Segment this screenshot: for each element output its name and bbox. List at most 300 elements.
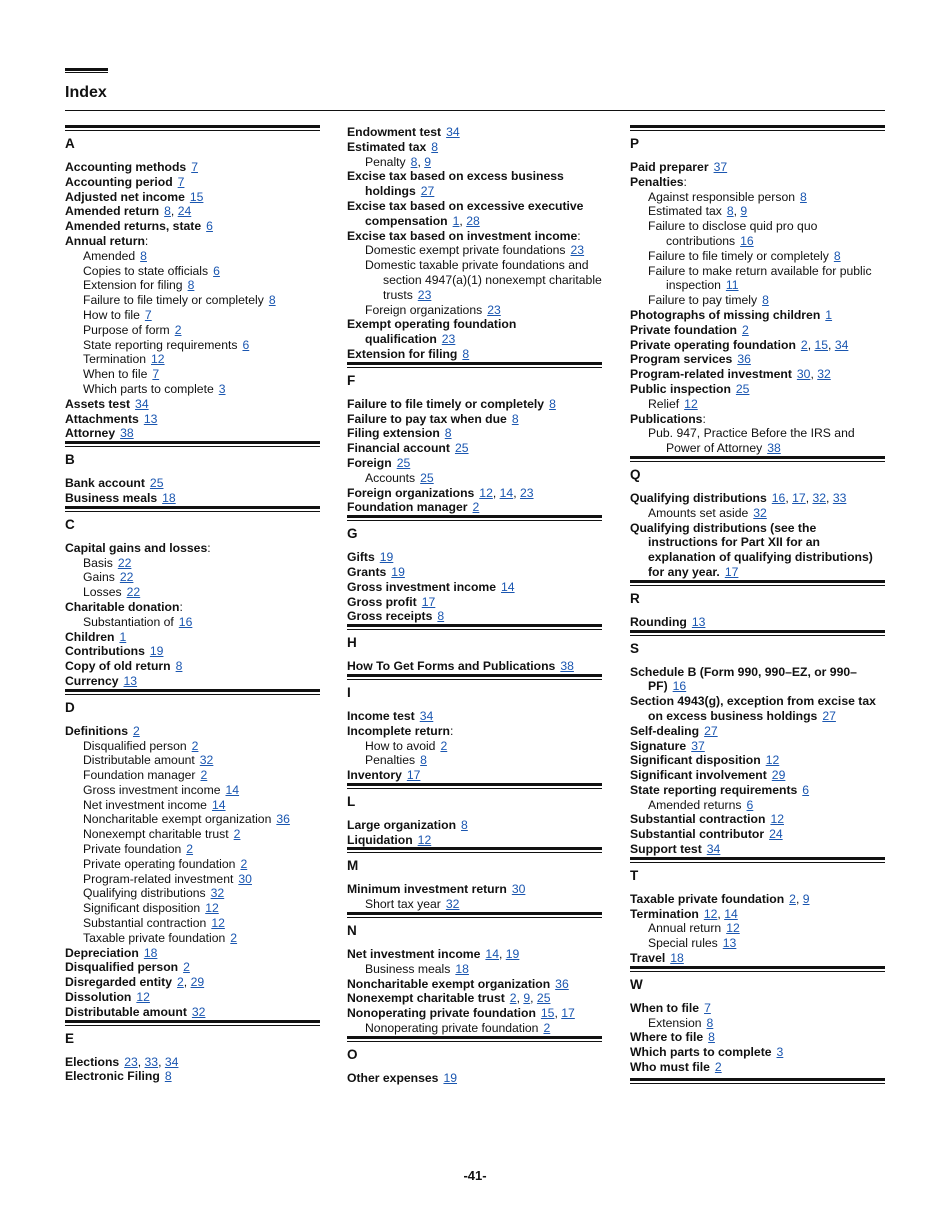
page-reference-link[interactable]: 32 xyxy=(445,897,460,912)
page-reference-link[interactable]: 14 xyxy=(724,906,738,921)
page-reference-link[interactable]: 3 xyxy=(776,1045,784,1060)
entry-term: Distributable amount xyxy=(65,1004,187,1019)
index-subentry xyxy=(630,264,885,294)
entry-term: Travel xyxy=(630,951,666,966)
page-reference-link[interactable]: 7 xyxy=(191,160,198,174)
index-subentry xyxy=(65,585,320,600)
entry-term: Private operating foundation xyxy=(630,337,796,352)
page-reference-link[interactable]: 7 xyxy=(704,1000,711,1015)
page-reference-link[interactable]: 30 xyxy=(796,367,811,382)
page-reference-link[interactable]: 34 xyxy=(706,842,721,857)
page-reference-link[interactable]: 32 xyxy=(812,490,827,505)
entry-term: Photographs of missing children xyxy=(630,307,821,322)
page-reference-link[interactable]: 17 xyxy=(724,564,739,579)
index-entry xyxy=(65,491,320,506)
page-reference-link[interactable]: 8 xyxy=(800,189,807,204)
page-reference-link[interactable]: 13 xyxy=(143,411,158,426)
page-reference-link[interactable]: 30 xyxy=(511,882,526,897)
index-entry xyxy=(65,160,320,175)
page-reference-link[interactable]: 9 xyxy=(802,891,810,906)
title-divider xyxy=(65,110,885,111)
index-section xyxy=(65,689,320,1020)
entry-term: Annual return xyxy=(65,233,145,248)
index-subentry xyxy=(65,901,320,916)
index-entry: Disregarded entity 2, 29 xyxy=(65,975,205,990)
page-reference-link[interactable]: 18 xyxy=(670,951,684,966)
index-entry xyxy=(630,323,885,338)
page-reference-link[interactable]: 12 xyxy=(770,812,784,827)
entry-term: Disqualified person xyxy=(65,960,179,975)
index-entry xyxy=(347,977,602,992)
page-reference-link[interactable]: 27 xyxy=(822,708,836,723)
page-reference-link[interactable]: 15 xyxy=(189,189,204,204)
page-reference-link[interactable]: 18 xyxy=(455,961,469,976)
entry-term: When to file xyxy=(83,367,148,382)
page-reference-link[interactable]: 25 xyxy=(735,381,750,396)
index-subentry: Estimated tax 8, 9 xyxy=(648,204,748,219)
page-reference-link[interactable]: 6 xyxy=(802,782,810,797)
entry-term: Private foundation xyxy=(630,322,737,337)
page-reference-link[interactable]: 19 xyxy=(505,947,520,962)
page-reference-link[interactable]: 32 xyxy=(199,753,214,768)
page-reference-link[interactable]: 3 xyxy=(218,381,226,396)
entry-term: Losses xyxy=(83,585,122,600)
page-reference-link[interactable]: 27 xyxy=(704,723,718,738)
page-reference-link[interactable]: 12 xyxy=(417,832,432,847)
page-reference-link[interactable]: 1 xyxy=(452,213,460,228)
entry-term: Liquidation xyxy=(347,832,413,847)
entry-term: Program services xyxy=(630,352,733,367)
page-reference-link[interactable]: 34 xyxy=(419,708,434,723)
page-reference-link[interactable]: 2 xyxy=(174,322,182,337)
index-entry xyxy=(630,615,885,630)
page-reference-link[interactable]: 14 xyxy=(211,797,226,812)
page-reference-link[interactable]: 38 xyxy=(120,426,134,441)
page-reference-link[interactable]: 14 xyxy=(225,782,240,797)
page-reference-link[interactable]: 25 xyxy=(396,455,411,470)
page-reference-link[interactable]: 1 xyxy=(825,307,833,322)
index-subentry: Penalty 8, 9 xyxy=(365,154,431,169)
entry-term: Extension for filing xyxy=(347,346,458,361)
section-divider xyxy=(347,1036,602,1042)
page-reference-link[interactable]: 14 xyxy=(501,579,515,594)
page-reference-link[interactable]: 33 xyxy=(832,490,847,505)
index-entry: Qualifying distributions 16, 17, 32, 33 xyxy=(630,490,847,505)
page-reference-link[interactable]: 8 xyxy=(420,753,427,768)
page-reference-link[interactable]: 2 xyxy=(132,723,140,738)
page-reference-link[interactable]: 2 xyxy=(714,1060,722,1075)
page-reference-link[interactable]: 27 xyxy=(420,184,435,199)
entry-term: Significant disposition xyxy=(83,901,201,916)
page-reference-link[interactable]: 15 xyxy=(814,337,829,352)
page-reference-link[interactable]: 8 xyxy=(410,154,418,169)
index-subentry xyxy=(65,886,320,901)
entry-term: Minimum investment return xyxy=(347,882,507,897)
index-subentry xyxy=(65,264,320,279)
page-reference-link[interactable]: 8 xyxy=(726,204,734,219)
index-section xyxy=(630,580,885,630)
page-reference-link[interactable]: 13 xyxy=(691,614,706,629)
page-reference-link[interactable]: 23 xyxy=(570,243,585,258)
index-subentry xyxy=(65,812,320,827)
page-reference-link[interactable]: 8 xyxy=(708,1030,715,1045)
page-reference-link[interactable]: 12 xyxy=(765,753,780,768)
entry-term: Qualifying distributions xyxy=(83,886,206,901)
page-reference-link[interactable]: 32 xyxy=(210,886,225,901)
page-reference-link[interactable]: 8 xyxy=(187,278,195,293)
index-entry xyxy=(347,397,602,412)
page-reference-link[interactable]: 25 xyxy=(420,470,434,485)
page-reference-link[interactable]: 12 xyxy=(136,990,150,1005)
index-entry: Program-related investment 30, 32 xyxy=(630,367,831,382)
index-entry xyxy=(630,1030,885,1045)
page-reference-link[interactable]: 17 xyxy=(561,1006,575,1021)
page-reference-link[interactable]: 36 xyxy=(555,976,569,991)
index-entry xyxy=(65,674,320,689)
page-reference-link[interactable]: 8 xyxy=(549,396,556,411)
index-entry: Net investment income 14, 19 xyxy=(347,947,520,962)
page-reference-link[interactable]: 7 xyxy=(152,367,160,382)
entry-term: Rounding xyxy=(630,614,687,629)
entry-term: Which parts to complete xyxy=(83,381,214,396)
page-reference-link[interactable]: 2 xyxy=(440,738,448,753)
page-reference-link[interactable]: 29 xyxy=(771,768,786,783)
entry-term: Termination xyxy=(83,352,146,367)
entry-term: Purpose of form xyxy=(83,322,170,337)
page-reference-link[interactable]: 2 xyxy=(191,738,199,753)
index-entry xyxy=(65,190,320,205)
entry-term: Copies to state officials xyxy=(83,263,209,278)
page-reference-link[interactable]: 23 xyxy=(487,302,501,317)
page-reference-link[interactable]: 12 xyxy=(151,352,165,367)
entry-term: Against responsible person xyxy=(648,189,796,204)
page-reference-link[interactable]: 33 xyxy=(144,1054,159,1069)
page-reference-link[interactable]: 23 xyxy=(519,485,534,500)
entry-term: Program-related investment xyxy=(83,871,234,886)
page-reference-link[interactable]: 8 xyxy=(164,1069,172,1084)
section-divider xyxy=(630,857,885,863)
index-section xyxy=(347,674,602,783)
page-reference-link[interactable]: 30 xyxy=(238,871,252,886)
section-divider xyxy=(347,674,602,680)
entry-term: Penalties xyxy=(365,753,416,768)
index-subentry xyxy=(630,249,885,264)
index-subentry xyxy=(65,570,320,585)
entry-term: Capital gains and losses xyxy=(65,540,208,555)
page-reference-link[interactable]: 12 xyxy=(205,901,219,916)
index-section xyxy=(630,125,885,456)
page-reference-link[interactable]: 16 xyxy=(178,614,193,629)
page-reference-link[interactable]: 34 xyxy=(135,396,149,411)
page-reference-link[interactable]: 36 xyxy=(276,812,290,827)
index-entry xyxy=(65,397,320,412)
index-entry xyxy=(347,426,602,441)
page-reference-link[interactable]: 2 xyxy=(183,960,190,975)
entry-term: Financial account xyxy=(347,441,450,456)
page-reference-link[interactable]: 9 xyxy=(424,154,431,169)
index-entry xyxy=(347,565,602,580)
page-reference-link[interactable]: 13 xyxy=(123,673,138,688)
page-reference-link[interactable]: 8 xyxy=(268,293,276,308)
entry-term: Foreign organizations xyxy=(365,302,483,317)
entry-term: Failure to make return available for public inspection xyxy=(648,263,872,293)
index-subentry xyxy=(65,916,320,931)
index-entry xyxy=(630,739,885,754)
index-subentry xyxy=(65,308,320,323)
page-reference-link[interactable]: 25 xyxy=(454,441,469,456)
page-reference-link[interactable]: 6 xyxy=(206,219,213,234)
page-reference-link[interactable]: 13 xyxy=(722,936,737,951)
index-entry xyxy=(630,160,885,175)
page-reference-link[interactable]: 8 xyxy=(444,426,452,441)
index-subentry xyxy=(65,382,320,397)
page-reference-link[interactable]: 2 xyxy=(800,337,808,352)
page-reference-link[interactable]: 38 xyxy=(767,441,781,456)
index-entry xyxy=(65,990,320,1005)
page-reference-link[interactable]: 38 xyxy=(560,659,574,674)
index-entry xyxy=(65,644,320,659)
index-entry xyxy=(65,960,320,975)
page-reference-link[interactable]: 12 xyxy=(726,921,740,936)
index-entry: Foreign organizations 12, 14, 23 xyxy=(347,485,534,500)
page-reference-link[interactable]: 2 xyxy=(543,1021,551,1036)
section-letter: I xyxy=(347,684,351,700)
page-reference-link[interactable]: 2 xyxy=(240,856,248,871)
index-subentry xyxy=(65,278,320,293)
entry-term: Nonoperating private foundation xyxy=(365,1021,539,1036)
page-reference-link[interactable]: 18 xyxy=(143,945,158,960)
page-reference-link[interactable]: 8 xyxy=(511,411,519,426)
page-reference-link[interactable]: 12 xyxy=(684,396,698,411)
page-reference-link[interactable]: 24 xyxy=(177,204,192,219)
section-letter: E xyxy=(65,1030,75,1046)
index-entry xyxy=(347,169,602,199)
index-subentry xyxy=(630,426,885,456)
page-reference-link[interactable]: 28 xyxy=(466,213,480,228)
entry-term: Failure to pay tax when due xyxy=(347,411,507,426)
page-reference-link[interactable]: 37 xyxy=(691,738,705,753)
page-reference-link[interactable]: 32 xyxy=(817,367,831,382)
page-reference-link[interactable]: 1 xyxy=(119,629,127,644)
page-reference-link[interactable]: 16 xyxy=(771,490,786,505)
entry-term: Publications xyxy=(630,411,703,426)
header-rule-mark xyxy=(65,68,108,73)
index-entry xyxy=(630,827,885,842)
page-reference-link[interactable]: 12 xyxy=(479,485,493,500)
page-reference-link[interactable]: 2 xyxy=(200,768,208,783)
page-reference-link[interactable]: 18 xyxy=(162,490,176,505)
page-reference-link[interactable]: 2 xyxy=(472,500,480,515)
page-reference-link[interactable]: 2 xyxy=(789,891,796,906)
index-entry xyxy=(347,580,602,595)
page-reference-link[interactable]: 2 xyxy=(177,975,184,990)
page-reference-link[interactable]: 9 xyxy=(523,991,531,1006)
index-entry xyxy=(630,783,885,798)
page-reference-link[interactable]: 14 xyxy=(499,485,514,500)
page-reference-link[interactable]: 29 xyxy=(190,975,205,990)
page-reference-link[interactable]: 9 xyxy=(740,204,748,219)
page-reference-link[interactable]: 8 xyxy=(762,293,769,308)
page-reference-link[interactable]: 15 xyxy=(540,1006,555,1021)
index-entry: Nonexempt charitable trust 2, 9, 25 xyxy=(347,991,551,1006)
index-subentry xyxy=(347,258,602,302)
index-section xyxy=(65,506,320,689)
page-reference-link[interactable]: 6 xyxy=(746,797,754,812)
page-reference-link[interactable]: 6 xyxy=(242,337,250,352)
section-letter: H xyxy=(347,635,357,651)
index-subentry xyxy=(630,397,885,412)
entry-term: Taxable private foundation xyxy=(83,930,226,945)
page-reference-link[interactable]: 7 xyxy=(177,174,185,189)
entry-term: Schedule B (Form 990, 990–EZ, or 990–PF) xyxy=(630,664,857,694)
entry-term: How to file xyxy=(83,307,140,322)
page-reference-link[interactable]: 36 xyxy=(737,352,751,367)
entry-term: Relief xyxy=(648,396,680,411)
index-entry xyxy=(347,317,602,347)
page-reference-link[interactable]: 2 xyxy=(230,930,238,945)
entry-term: Program-related investment xyxy=(630,367,792,382)
index-column-2 xyxy=(347,125,602,1086)
entry-term: Qualifying distributions (see the instructions for Part XII for an explanation of qualifying distributions) for any year. xyxy=(630,520,873,579)
entry-term: Large organization xyxy=(347,817,457,832)
index-section xyxy=(630,857,885,966)
index-entry: Publications: xyxy=(630,411,706,426)
entry-term: Estimated tax xyxy=(648,204,722,219)
entry-term: Failure to file timely or completely xyxy=(83,293,264,308)
page-reference-link[interactable]: 8 xyxy=(164,204,171,219)
page-reference-link[interactable]: 12 xyxy=(211,916,225,931)
index-entry xyxy=(65,175,320,190)
section-divider xyxy=(65,125,320,131)
section-divider xyxy=(65,441,320,447)
index-entry xyxy=(65,426,320,441)
section-letter: O xyxy=(347,1046,358,1062)
page-reference-link[interactable]: 8 xyxy=(461,817,468,832)
index-subentry xyxy=(347,303,602,318)
page-reference-link[interactable]: 23 xyxy=(124,1054,138,1069)
entry-term: Amended returns xyxy=(648,797,742,812)
page-reference-link[interactable]: 8 xyxy=(431,139,439,154)
index-section xyxy=(630,456,885,580)
page-reference-link[interactable]: 2 xyxy=(742,322,749,337)
page-reference-link[interactable]: 8 xyxy=(706,1015,714,1030)
page-reference-link[interactable]: 11 xyxy=(725,278,739,293)
page-reference-link[interactable]: 23 xyxy=(417,287,432,302)
entry-term: Depreciation xyxy=(65,945,139,960)
index-entry xyxy=(630,812,885,827)
section-divider xyxy=(65,506,320,512)
page-reference-link[interactable]: 34 xyxy=(446,125,460,139)
index-entry: Annual return: xyxy=(65,233,149,248)
index-entry: Penalties: xyxy=(630,174,687,189)
page-reference-link[interactable]: 22 xyxy=(119,570,134,585)
page-number: -41- xyxy=(463,1168,487,1183)
page-reference-link[interactable]: 8 xyxy=(437,609,445,624)
page-reference-link[interactable]: 22 xyxy=(117,555,132,570)
entry-term: Significant involvement xyxy=(630,768,767,783)
page-reference-link[interactable]: 2 xyxy=(509,991,517,1006)
page-reference-link[interactable]: 8 xyxy=(140,248,147,263)
page-reference-link[interactable]: 19 xyxy=(443,1070,458,1085)
index-entry xyxy=(65,1005,320,1020)
page-reference-link[interactable]: 25 xyxy=(536,991,551,1006)
page-reference-link[interactable]: 32 xyxy=(191,1004,206,1019)
entry-term: Amended returns, state xyxy=(65,219,202,234)
index-entry xyxy=(630,753,885,768)
index-subentry xyxy=(65,842,320,857)
page-reference-link[interactable]: 8 xyxy=(833,248,841,263)
page-reference-link[interactable]: 24 xyxy=(769,827,783,842)
page-reference-link[interactable]: 7 xyxy=(144,307,152,322)
entry-term: Business meals xyxy=(65,490,158,505)
page-reference-link[interactable]: 16 xyxy=(672,679,687,694)
entry-term: Penalties xyxy=(630,174,684,189)
entry-term: Section 4943(g), exception from excise tax on excess business holdings xyxy=(630,694,876,723)
index-subentry xyxy=(630,1016,885,1031)
page-reference-link[interactable]: 16 xyxy=(740,233,754,248)
entry-term: Net investment income xyxy=(347,947,481,962)
page-reference-link[interactable]: 17 xyxy=(421,594,436,609)
page-reference-link[interactable]: 8 xyxy=(462,346,470,361)
page-reference-link[interactable]: 12 xyxy=(703,906,718,921)
entry-term: Failure to file timely or completely xyxy=(648,248,829,263)
page-reference-link[interactable]: 6 xyxy=(213,263,220,278)
entry-term: Gross investment income xyxy=(347,579,497,594)
entry-term: Failure to disclose quid pro quo contributions xyxy=(648,219,818,248)
entry-term: Gross receipts xyxy=(347,609,433,624)
entry-term: Accounting methods xyxy=(65,160,187,174)
entry-term: Domestic taxable private foundations and section 4947(a)(1) nonexempt charitable trusts xyxy=(365,258,602,302)
page-reference-link[interactable]: 23 xyxy=(441,332,456,347)
page-reference-link[interactable]: 17 xyxy=(792,490,806,505)
entry-term: Foundation manager xyxy=(83,768,196,783)
entry-term: Gains xyxy=(83,570,115,585)
index-entry xyxy=(347,659,602,674)
page-reference-link[interactable]: 14 xyxy=(485,947,499,962)
entry-term: Adjusted net income xyxy=(65,189,185,204)
index-entry: Excise tax based on excessive executive compensation 1, 28 xyxy=(347,198,584,228)
entry-term: When to file xyxy=(630,1000,700,1015)
page-reference-link[interactable]: 32 xyxy=(753,505,767,520)
index-entry: Elections 23, 33, 34 xyxy=(65,1054,179,1069)
index-entry xyxy=(630,1045,885,1060)
page-reference-link[interactable]: 19 xyxy=(149,644,164,659)
entry-term: Qualifying distributions xyxy=(630,490,767,505)
page-reference-link[interactable]: 37 xyxy=(713,160,728,174)
entry-term: Definitions xyxy=(65,723,128,738)
page-reference-link[interactable]: 19 xyxy=(379,550,394,565)
index-entry xyxy=(65,946,320,961)
page-reference-link[interactable]: 19 xyxy=(391,564,405,579)
entry-term: Charitable donation xyxy=(65,599,180,614)
index-section xyxy=(347,624,602,674)
page-reference-link[interactable]: 2 xyxy=(186,842,194,857)
entry-term: Significant disposition xyxy=(630,753,761,768)
page-reference-link[interactable]: 17 xyxy=(406,768,421,783)
page-reference-link[interactable]: 2 xyxy=(233,827,241,842)
index-section xyxy=(347,912,602,1036)
entry-term: Short tax year xyxy=(365,897,441,912)
page-reference-link[interactable]: 8 xyxy=(175,659,183,674)
index-entry xyxy=(347,818,602,833)
page-reference-link[interactable]: 25 xyxy=(149,476,164,491)
page-reference-link[interactable]: 34 xyxy=(834,337,849,352)
index-entry xyxy=(630,768,885,783)
section-letter: P xyxy=(630,136,640,151)
page-reference-link[interactable]: 22 xyxy=(126,585,141,600)
index-subentry xyxy=(65,556,320,571)
page-reference-link[interactable]: 34 xyxy=(164,1054,179,1069)
